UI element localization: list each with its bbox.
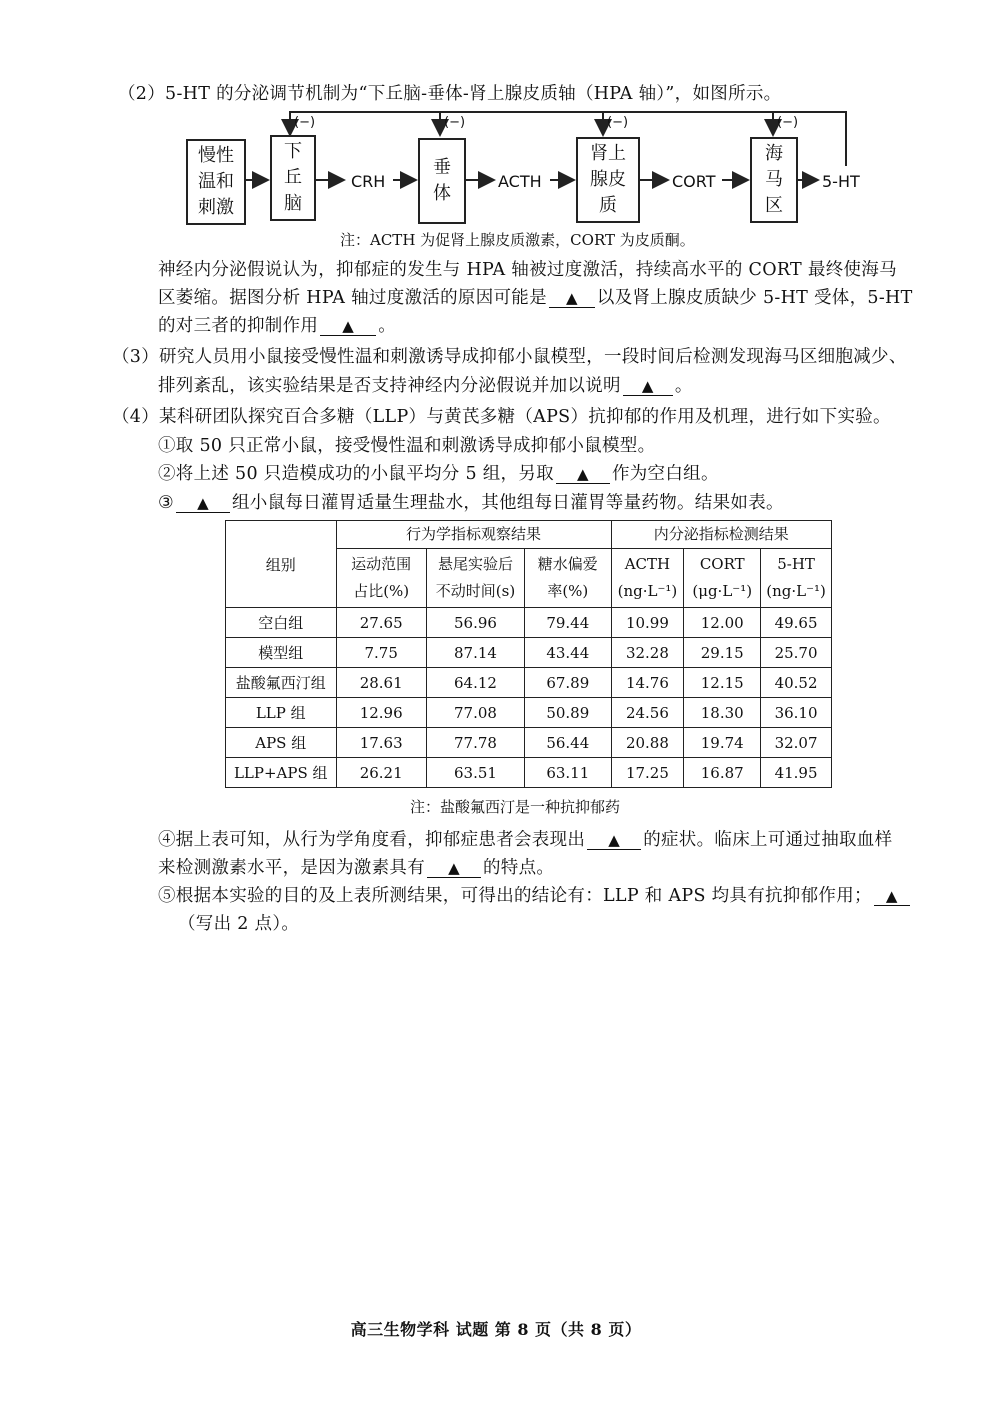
table-cell: 43.44 <box>525 638 611 668</box>
table-cell: 16.87 <box>684 758 761 788</box>
blank-triangle-icon: ▲ <box>608 831 621 849</box>
table-cell: 56.44 <box>525 728 611 758</box>
results-table <box>225 520 832 788</box>
q3-text-a: 排列紊乱，该实验结果是否支持神经内分泌假说并加以说明 <box>158 376 621 396</box>
hippocampus-label: 海马区 <box>765 143 783 216</box>
q4-step4-line2 <box>158 856 554 880</box>
col-header-line: ACTH <box>624 555 671 573</box>
col-header-line: (ng·L⁻¹) <box>617 582 678 600</box>
q2-text-a: 区萎缩。据图分析 HPA 轴过度激活的原因可能是 <box>158 288 547 308</box>
blank-triangle-icon: ▲ <box>197 494 209 512</box>
pituitary-label: 垂体 <box>433 157 451 204</box>
q2-paragraph-line2 <box>158 286 913 310</box>
table-cell: 36.10 <box>761 698 832 728</box>
table-cell: 63.51 <box>426 758 524 788</box>
q3-line1: （3）研究人员用小鼠接受慢性温和刺激诱导成抑郁小鼠模型，一段时间后检测发现海马区细胞减少、 <box>112 347 907 367</box>
table-cell: 盐酸氟西汀组 <box>226 668 337 698</box>
answer-blank[interactable] <box>623 377 673 396</box>
q4-step3-text-a: ③ <box>158 493 174 513</box>
table-cell: 32.07 <box>761 728 832 758</box>
table-row <box>226 728 832 758</box>
col-header-line: 不动时间(s) <box>435 582 516 600</box>
q4-step2 <box>158 462 719 486</box>
table-cell: 79.44 <box>525 608 611 638</box>
table-cell: 7.75 <box>336 638 426 668</box>
stimulus-box <box>186 139 246 225</box>
col-header <box>611 549 684 608</box>
neg-feedback-hypothalamus: (−) <box>294 115 316 130</box>
q4-step3 <box>158 491 784 515</box>
table-cell: 56.96 <box>426 608 524 638</box>
hippocampus-box <box>750 137 798 223</box>
q4-step5-text-a: ⑤根据本实验的目的及上表所测结果，可得出的结论有：LLP 和 APS 均具有抗抑郁作用； <box>158 886 872 906</box>
col-header <box>336 549 426 608</box>
blank-triangle-icon: ▲ <box>885 887 898 905</box>
answer-blank[interactable] <box>427 859 481 878</box>
col-header-line: 5-HT <box>777 555 815 573</box>
behavior-header: 行为学指标观察结果 <box>336 521 611 549</box>
table-cell: 14.76 <box>611 668 684 698</box>
answer-blank[interactable] <box>587 831 641 850</box>
table-cell: 17.25 <box>611 758 684 788</box>
table-cell: 24.56 <box>611 698 684 728</box>
hypothalamus-box <box>270 135 316 221</box>
table-cell: APS 组 <box>226 728 337 758</box>
col-header-line: 率(%) <box>547 582 589 600</box>
q4-step4-line1 <box>158 828 892 852</box>
serotonin-label: 5-HT <box>822 172 860 191</box>
table-cell: 41.95 <box>761 758 832 788</box>
col-header-line: (μg·L⁻¹) <box>692 582 753 600</box>
col-header-line: 运动范围 <box>351 555 412 573</box>
table-cell: 49.65 <box>761 608 832 638</box>
q4-step2-text-a: ②将上述 50 只造模成功的小鼠平均分 5 组，另取 <box>158 464 554 484</box>
col-header-line: (ng·L⁻¹) <box>766 582 826 600</box>
table-row <box>226 758 832 788</box>
table-header-row-1 <box>226 521 832 549</box>
hypothalamus-label: 下丘脑 <box>284 141 302 214</box>
table-cell: 18.30 <box>684 698 761 728</box>
group-header: 组别 <box>226 521 337 608</box>
table-cell: 67.89 <box>525 668 611 698</box>
table-cell: 64.12 <box>426 668 524 698</box>
table-cell: 25.70 <box>761 638 832 668</box>
table-cell: LLP 组 <box>226 698 337 728</box>
blank-triangle-icon: ▲ <box>342 317 355 335</box>
col-header <box>684 549 761 608</box>
stimulus-label: 慢性温和刺激 <box>198 145 234 218</box>
q2-intro: （2）5-HT 的分泌调节机制为“下丘脑-垂体-肾上腺皮质轴（HPA 轴）”，如图所示。 <box>118 84 782 104</box>
q4-step4-text-c: 来检测激素水平，是因为激素具有 <box>158 858 425 878</box>
table-cell: 20.88 <box>611 728 684 758</box>
crh-label: CRH <box>351 172 386 191</box>
col-header-line: 占比(%) <box>353 582 410 600</box>
table-cell: 19.74 <box>684 728 761 758</box>
table-cell: 17.63 <box>336 728 426 758</box>
q3-line2 <box>158 374 693 398</box>
table-cell: 87.14 <box>426 638 524 668</box>
blank-triangle-icon: ▲ <box>641 377 654 395</box>
q2-text-b: 以及肾上腺皮质缺少 5-HT 受体，5-HT <box>596 288 913 308</box>
col-header <box>761 549 832 608</box>
q4-step5-line2: （写出 2 点）。 <box>178 914 300 934</box>
adrenal-box <box>576 137 640 223</box>
table-cell: 28.61 <box>336 668 426 698</box>
table-cell: 12.15 <box>684 668 761 698</box>
blank-triangle-icon: ▲ <box>448 859 460 877</box>
col-header-line: CORT <box>699 555 745 573</box>
pituitary-box <box>418 138 466 224</box>
table-cell: LLP+APS 组 <box>226 758 337 788</box>
table-cell: 26.21 <box>336 758 426 788</box>
neg-feedback-adrenal: (−) <box>607 115 629 130</box>
answer-blank[interactable] <box>556 465 610 484</box>
blank-triangle-icon: ▲ <box>565 289 578 307</box>
diagram-note: 注：ACTH 为促肾上腺皮质激素，CORT 为皮质酮。 <box>340 231 695 249</box>
acth-label: ACTH <box>498 172 542 191</box>
table-row <box>226 698 832 728</box>
table-cell: 29.15 <box>684 638 761 668</box>
cort-label: CORT <box>672 172 716 191</box>
col-header <box>525 549 611 608</box>
table-cell: 12.00 <box>684 608 761 638</box>
q2-text-d: 。 <box>378 316 397 336</box>
table-cell: 空白组 <box>226 608 337 638</box>
table-cell: 27.65 <box>336 608 426 638</box>
answer-blank[interactable] <box>176 494 230 513</box>
endocrine-header: 内分泌指标检测结果 <box>611 521 831 549</box>
adrenal-label: 肾上腺皮质 <box>590 143 626 216</box>
table-note: 注：盐酸氟西汀是一种抗抑郁药 <box>410 798 621 816</box>
q3-text-b: 。 <box>674 376 693 396</box>
table-row <box>226 608 832 638</box>
answer-blank[interactable] <box>320 317 376 336</box>
table-cell: 50.89 <box>525 698 611 728</box>
q4-step3-text-b: 组小鼠每日灌胃适量生理盐水，其他组每日灌胃等量药物。结果如表。 <box>232 493 784 513</box>
table-cell: 模型组 <box>226 638 337 668</box>
q4-step2-text-b: 作为空白组。 <box>611 464 719 484</box>
q2-paragraph-line1: 神经内分泌假说认为，抑郁症的发生与 HPA 轴被过度激活，持续高水平的 CORT 最终使海马 <box>158 260 897 280</box>
table-cell: 10.99 <box>611 608 684 638</box>
col-header <box>426 549 524 608</box>
q4-step4-text-d: 的特点。 <box>483 858 555 878</box>
table-row <box>226 668 832 698</box>
col-header-line: 糖水偏爱 <box>537 555 598 573</box>
page-footer: 高三生物学科 试题 第 8 页（共 8 页） <box>350 1320 642 1339</box>
table-cell: 12.96 <box>336 698 426 728</box>
table-cell: 32.28 <box>611 638 684 668</box>
neg-feedback-hippocampus: (−) <box>777 115 799 130</box>
table-cell: 77.08 <box>426 698 524 728</box>
table-cell: 63.11 <box>525 758 611 788</box>
table-cell: 77.78 <box>426 728 524 758</box>
table-cell: 40.52 <box>761 668 832 698</box>
q4-step4-text-b: 的症状。临床上可通过抽取血样 <box>643 830 893 850</box>
answer-blank[interactable] <box>874 887 910 906</box>
q2-text-c: 的对三者的抑制作用 <box>158 316 319 336</box>
q4-step5-line1 <box>158 884 912 908</box>
table-row <box>226 638 832 668</box>
q4-step1: ①取 50 只正常小鼠，接受慢性温和刺激诱导成抑郁小鼠模型。 <box>158 436 656 456</box>
q4-line1: （4）某科研团队探究百合多糖（LLP）与黄芪多糖（APS）抗抑郁的作用及机理，进行如下实验。 <box>112 407 891 427</box>
q4-step4-text-a: ④据上表可知，从行为学角度看，抑郁症患者会表现出 <box>158 830 586 850</box>
answer-blank[interactable] <box>549 289 595 308</box>
col-header-line: 悬尾实验后 <box>437 555 513 573</box>
neg-feedback-pituitary: (−) <box>444 115 466 130</box>
blank-triangle-icon: ▲ <box>577 465 589 483</box>
q2-paragraph-line3 <box>158 314 396 338</box>
